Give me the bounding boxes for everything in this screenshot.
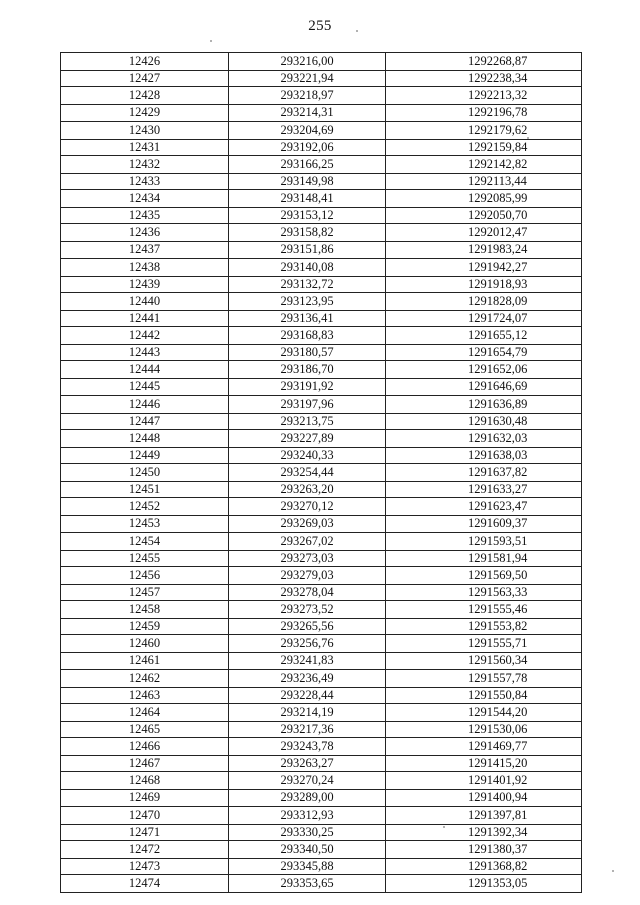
- table-row: [61, 71, 582, 87]
- point-number-cell: 12446: [61, 395, 229, 413]
- table-row: [61, 345, 582, 361]
- table-row: [61, 601, 582, 619]
- point-number-cell: 12431: [61, 139, 229, 155]
- x-coordinate-cell: 293192,06: [229, 139, 386, 155]
- point-number-cell: 12453: [61, 516, 229, 532]
- x-coordinate-cell: 293330,25: [229, 824, 386, 840]
- y-coordinate-cell: 1291553,82: [386, 619, 582, 635]
- point-number-cell: 12444: [61, 361, 229, 379]
- x-coordinate-cell: 293263,20: [229, 482, 386, 498]
- point-number-cell: 12428: [61, 87, 229, 105]
- y-coordinate-cell: 1292238,34: [386, 71, 582, 87]
- point-number-cell: 12441: [61, 310, 229, 326]
- y-coordinate-cell: 1291632,03: [386, 429, 582, 447]
- table-row: [61, 258, 582, 276]
- table-row: [61, 498, 582, 516]
- x-coordinate-cell: 293273,52: [229, 601, 386, 619]
- point-number-cell: 12461: [61, 653, 229, 669]
- point-number-cell: 12465: [61, 721, 229, 737]
- x-coordinate-cell: 293148,41: [229, 190, 386, 208]
- y-coordinate-cell: 1291392,34: [386, 824, 582, 840]
- y-coordinate-cell: 1291569,50: [386, 566, 582, 584]
- scan-speck: [612, 870, 614, 872]
- x-coordinate-cell: 293204,69: [229, 121, 386, 139]
- x-coordinate-cell: 293197,96: [229, 395, 386, 413]
- table-row: [61, 619, 582, 635]
- y-coordinate-cell: 1291400,94: [386, 790, 582, 806]
- table-row: [61, 53, 582, 71]
- table-row: [61, 824, 582, 840]
- x-coordinate-cell: 293270,24: [229, 772, 386, 790]
- point-number-cell: 12458: [61, 601, 229, 619]
- table-row: [61, 566, 582, 584]
- table-row: [61, 379, 582, 395]
- scan-speck: [356, 30, 358, 32]
- table-body: [61, 53, 582, 893]
- y-coordinate-cell: 1292213,32: [386, 87, 582, 105]
- table-row: [61, 721, 582, 737]
- y-coordinate-cell: 1291638,03: [386, 447, 582, 463]
- point-number-cell: 12451: [61, 482, 229, 498]
- y-coordinate-cell: 1291557,78: [386, 669, 582, 687]
- x-coordinate-cell: 293345,88: [229, 858, 386, 874]
- table-row: [61, 190, 582, 208]
- point-number-cell: 12440: [61, 292, 229, 310]
- point-number-cell: 12455: [61, 550, 229, 566]
- x-coordinate-cell: 293228,44: [229, 687, 386, 703]
- x-coordinate-cell: 293289,00: [229, 790, 386, 806]
- y-coordinate-cell: 1291652,06: [386, 361, 582, 379]
- y-coordinate-cell: 1291918,93: [386, 276, 582, 292]
- x-coordinate-cell: 293269,03: [229, 516, 386, 532]
- table-row: [61, 361, 582, 379]
- x-coordinate-cell: 293191,92: [229, 379, 386, 395]
- y-coordinate-cell: 1292159,84: [386, 139, 582, 155]
- table-row: [61, 635, 582, 653]
- x-coordinate-cell: 293353,65: [229, 875, 386, 893]
- point-number-cell: 12474: [61, 875, 229, 893]
- x-coordinate-cell: 293214,31: [229, 105, 386, 121]
- point-number-cell: 12469: [61, 790, 229, 806]
- scan-speck: [443, 826, 445, 828]
- point-number-cell: 12432: [61, 155, 229, 173]
- table-row: [61, 208, 582, 224]
- y-coordinate-cell: 1291593,51: [386, 532, 582, 550]
- page-number: 255: [308, 18, 332, 34]
- x-coordinate-cell: 293236,49: [229, 669, 386, 687]
- table-row: [61, 790, 582, 806]
- x-coordinate-cell: 293227,89: [229, 429, 386, 447]
- table-row: [61, 464, 582, 482]
- table-row: [61, 155, 582, 173]
- point-number-cell: 12437: [61, 242, 229, 258]
- point-number-cell: 12457: [61, 584, 229, 600]
- y-coordinate-cell: 1291609,37: [386, 516, 582, 532]
- table-row: [61, 840, 582, 858]
- x-coordinate-cell: 293263,27: [229, 756, 386, 772]
- point-number-cell: 12454: [61, 532, 229, 550]
- table-row: [61, 121, 582, 139]
- x-coordinate-cell: 293279,03: [229, 566, 386, 584]
- y-coordinate-cell: 1291380,37: [386, 840, 582, 858]
- x-coordinate-cell: 293312,93: [229, 806, 386, 824]
- y-coordinate-cell: 1291654,79: [386, 345, 582, 361]
- table-row: [61, 429, 582, 447]
- point-number-cell: 12464: [61, 703, 229, 721]
- point-number-cell: 12442: [61, 327, 229, 345]
- point-number-cell: 12427: [61, 71, 229, 87]
- point-number-cell: 12466: [61, 738, 229, 756]
- y-coordinate-cell: 1291646,69: [386, 379, 582, 395]
- x-coordinate-cell: 293213,75: [229, 413, 386, 429]
- scan-speck: [210, 40, 212, 42]
- y-coordinate-cell: 1292085,99: [386, 190, 582, 208]
- y-coordinate-cell: 1291636,89: [386, 395, 582, 413]
- point-number-cell: 12462: [61, 669, 229, 687]
- y-coordinate-cell: 1291633,27: [386, 482, 582, 498]
- table-row: [61, 516, 582, 532]
- y-coordinate-cell: 1291828,09: [386, 292, 582, 310]
- y-coordinate-cell: 1291368,82: [386, 858, 582, 874]
- point-number-cell: 12463: [61, 687, 229, 703]
- table-row: [61, 687, 582, 703]
- table-row: [61, 413, 582, 429]
- x-coordinate-cell: 293267,02: [229, 532, 386, 550]
- y-coordinate-cell: 1291630,48: [386, 413, 582, 429]
- x-coordinate-cell: 293166,25: [229, 155, 386, 173]
- x-coordinate-cell: 293270,12: [229, 498, 386, 516]
- point-number-cell: 12473: [61, 858, 229, 874]
- y-coordinate-cell: 1291724,07: [386, 310, 582, 326]
- x-coordinate-cell: 293256,76: [229, 635, 386, 653]
- x-coordinate-cell: 293221,94: [229, 71, 386, 87]
- table-row: [61, 224, 582, 242]
- point-number-cell: 12452: [61, 498, 229, 516]
- point-number-cell: 12460: [61, 635, 229, 653]
- y-coordinate-cell: 1291942,27: [386, 258, 582, 276]
- y-coordinate-cell: 1291397,81: [386, 806, 582, 824]
- point-number-cell: 12439: [61, 276, 229, 292]
- coordinates-table-container: [60, 52, 581, 893]
- x-coordinate-cell: 293240,33: [229, 447, 386, 463]
- table-row: [61, 756, 582, 772]
- y-coordinate-cell: 1291555,71: [386, 635, 582, 653]
- x-coordinate-cell: 293123,95: [229, 292, 386, 310]
- table-row: [61, 447, 582, 463]
- point-number-cell: 12467: [61, 756, 229, 772]
- y-coordinate-cell: 1292179,62: [386, 121, 582, 139]
- y-coordinate-cell: 1291353,05: [386, 875, 582, 893]
- y-coordinate-cell: 1291555,46: [386, 601, 582, 619]
- point-number-cell: 12434: [61, 190, 229, 208]
- point-number-cell: 12448: [61, 429, 229, 447]
- point-number-cell: 12426: [61, 53, 229, 71]
- point-number-cell: 12449: [61, 447, 229, 463]
- x-coordinate-cell: 293218,97: [229, 87, 386, 105]
- coordinates-table: [60, 52, 582, 893]
- y-coordinate-cell: 1292142,82: [386, 155, 582, 173]
- y-coordinate-cell: 1292012,47: [386, 224, 582, 242]
- table-row: [61, 276, 582, 292]
- table-row: [61, 395, 582, 413]
- x-coordinate-cell: 293186,70: [229, 361, 386, 379]
- table-row: [61, 482, 582, 498]
- point-number-cell: 12470: [61, 806, 229, 824]
- y-coordinate-cell: 1291637,82: [386, 464, 582, 482]
- x-coordinate-cell: 293216,00: [229, 53, 386, 71]
- point-number-cell: 12438: [61, 258, 229, 276]
- y-coordinate-cell: 1291581,94: [386, 550, 582, 566]
- point-number-cell: 12472: [61, 840, 229, 858]
- point-number-cell: 12450: [61, 464, 229, 482]
- y-coordinate-cell: 1291550,84: [386, 687, 582, 703]
- table-row: [61, 242, 582, 258]
- point-number-cell: 12429: [61, 105, 229, 121]
- y-coordinate-cell: 1292050,70: [386, 208, 582, 224]
- y-coordinate-cell: 1291544,20: [386, 703, 582, 721]
- point-number-cell: 12459: [61, 619, 229, 635]
- table-row: [61, 875, 582, 893]
- point-number-cell: 12447: [61, 413, 229, 429]
- y-coordinate-cell: 1291560,34: [386, 653, 582, 669]
- point-number-cell: 12435: [61, 208, 229, 224]
- point-number-cell: 12468: [61, 772, 229, 790]
- table-row: [61, 669, 582, 687]
- table-row: [61, 292, 582, 310]
- y-coordinate-cell: 1291983,24: [386, 242, 582, 258]
- table-row: [61, 87, 582, 105]
- point-number-cell: 12430: [61, 121, 229, 139]
- table-row: [61, 806, 582, 824]
- table-row: [61, 858, 582, 874]
- x-coordinate-cell: 293136,41: [229, 310, 386, 326]
- y-coordinate-cell: 1292268,87: [386, 53, 582, 71]
- y-coordinate-cell: 1291401,92: [386, 772, 582, 790]
- x-coordinate-cell: 293265,56: [229, 619, 386, 635]
- point-number-cell: 12471: [61, 824, 229, 840]
- table-row: [61, 738, 582, 756]
- x-coordinate-cell: 293254,44: [229, 464, 386, 482]
- y-coordinate-cell: 1291563,33: [386, 584, 582, 600]
- x-coordinate-cell: 293151,86: [229, 242, 386, 258]
- table-row: [61, 772, 582, 790]
- x-coordinate-cell: 293278,04: [229, 584, 386, 600]
- point-number-cell: 12456: [61, 566, 229, 584]
- point-number-cell: 12443: [61, 345, 229, 361]
- table-row: [61, 584, 582, 600]
- x-coordinate-cell: 293180,57: [229, 345, 386, 361]
- table-row: [61, 173, 582, 189]
- scan-speck: [527, 137, 529, 139]
- x-coordinate-cell: 293140,08: [229, 258, 386, 276]
- x-coordinate-cell: 293153,12: [229, 208, 386, 224]
- y-coordinate-cell: 1291469,77: [386, 738, 582, 756]
- x-coordinate-cell: 293273,03: [229, 550, 386, 566]
- x-coordinate-cell: 293243,78: [229, 738, 386, 756]
- table-row: [61, 327, 582, 345]
- table-row: [61, 703, 582, 721]
- point-number-cell: 12433: [61, 173, 229, 189]
- table-row: [61, 105, 582, 121]
- y-coordinate-cell: 1291655,12: [386, 327, 582, 345]
- x-coordinate-cell: 293132,72: [229, 276, 386, 292]
- y-coordinate-cell: 1291530,06: [386, 721, 582, 737]
- x-coordinate-cell: 293149,98: [229, 173, 386, 189]
- x-coordinate-cell: 293168,83: [229, 327, 386, 345]
- x-coordinate-cell: 293217,36: [229, 721, 386, 737]
- table-row: [61, 139, 582, 155]
- table-row: [61, 532, 582, 550]
- y-coordinate-cell: 1292113,44: [386, 173, 582, 189]
- x-coordinate-cell: 293241,83: [229, 653, 386, 669]
- table-row: [61, 653, 582, 669]
- table-row: [61, 550, 582, 566]
- y-coordinate-cell: 1292196,78: [386, 105, 582, 121]
- y-coordinate-cell: 1291415,20: [386, 756, 582, 772]
- x-coordinate-cell: 293158,82: [229, 224, 386, 242]
- point-number-cell: 12436: [61, 224, 229, 242]
- x-coordinate-cell: 293340,50: [229, 840, 386, 858]
- point-number-cell: 12445: [61, 379, 229, 395]
- x-coordinate-cell: 293214,19: [229, 703, 386, 721]
- table-row: [61, 310, 582, 326]
- y-coordinate-cell: 1291623,47: [386, 498, 582, 516]
